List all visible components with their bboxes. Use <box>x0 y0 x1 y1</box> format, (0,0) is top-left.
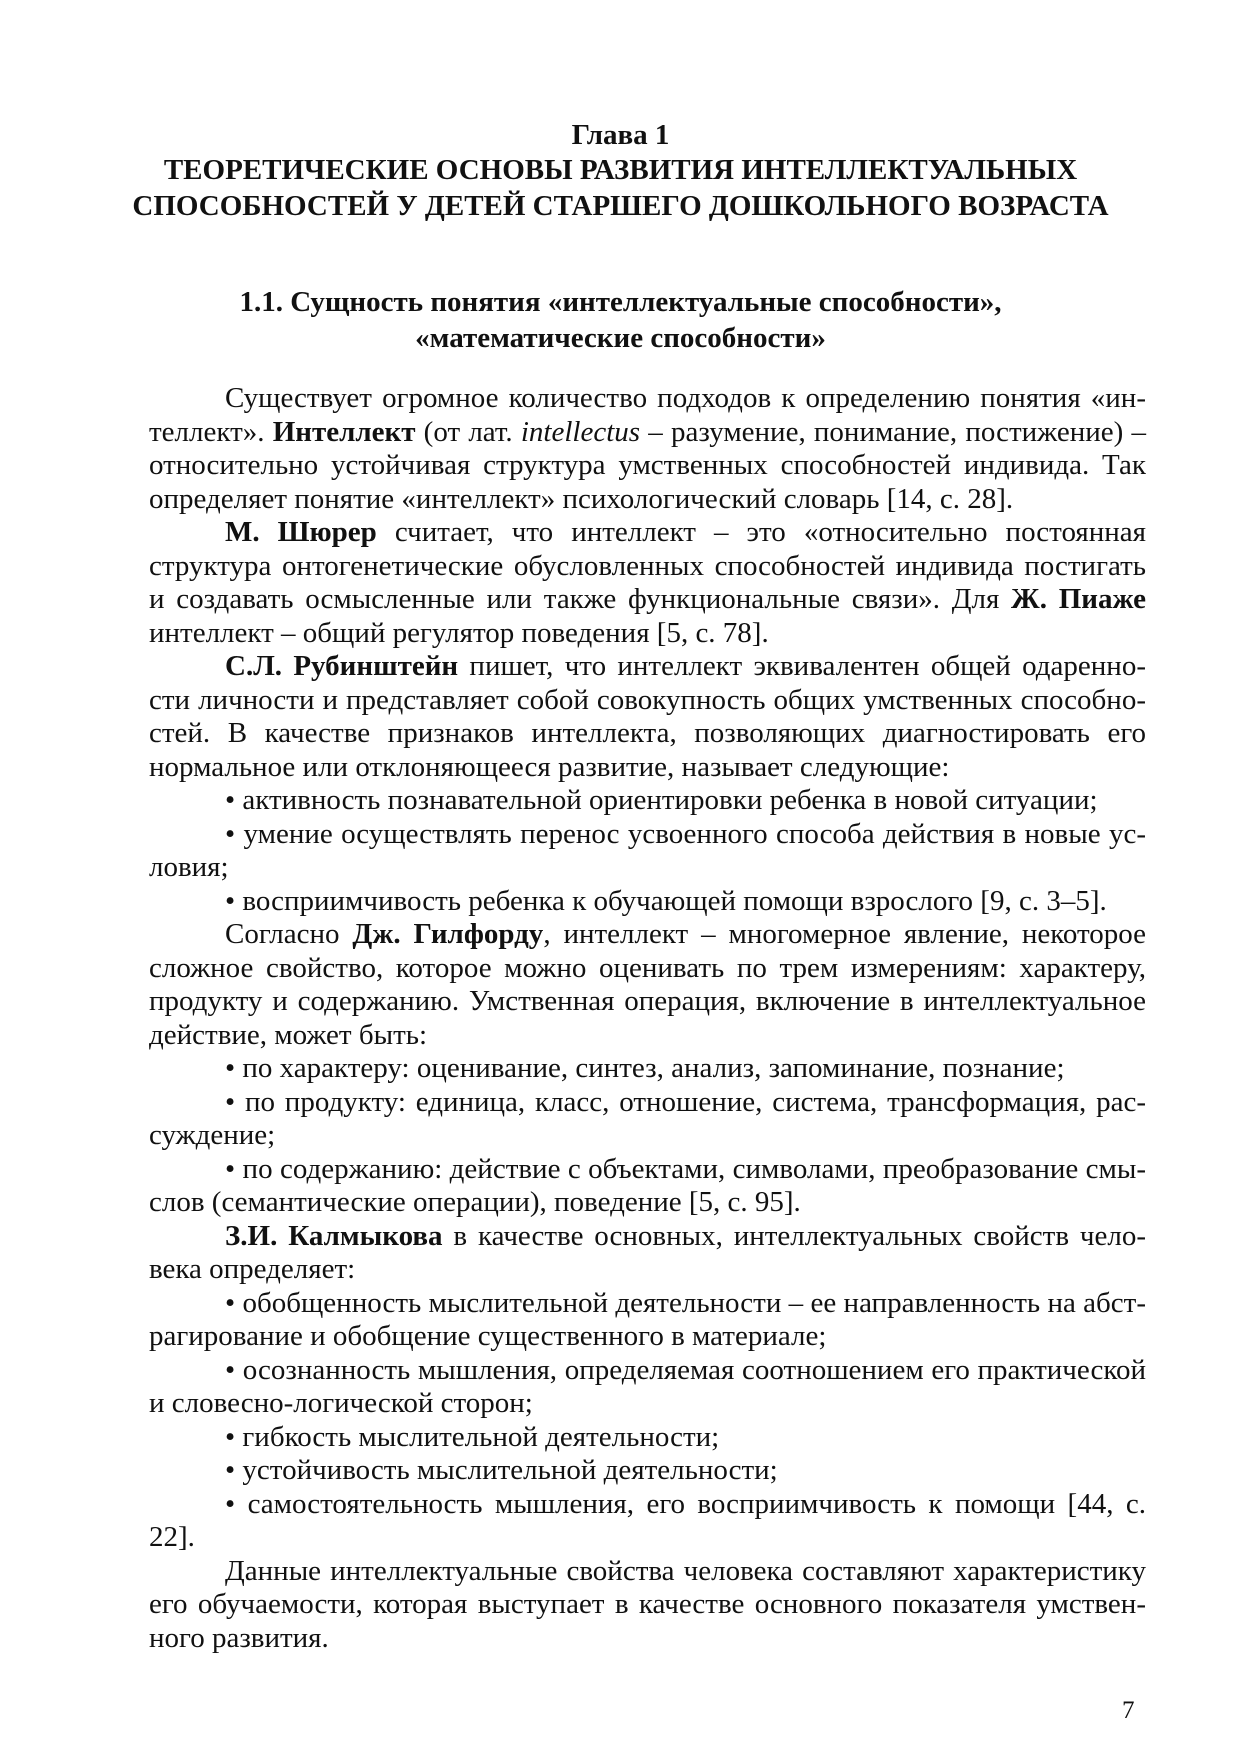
text: в качестве основных, интеллектуальных свойств человека определяет: <box>149 1219 1146 1285</box>
chapter-title-line-2: СПОСОБНОСТЕЙ У ДЕТЕЙ СТАРШЕГО ДОШКОЛЬНОГО ВОЗРАСТА <box>132 190 1109 222</box>
author-rubinstein: С.Л. Рубинштейн <box>225 650 459 682</box>
chapter-title <box>0 152 1241 224</box>
section-title-line-1: 1.1. Сущность понятия «интеллектуальные способности», <box>239 286 1002 318</box>
list-item: • по продукту: единица, класс, отношение, система, трансформация, рассуждение; <box>149 1085 1146 1151</box>
list-item: • восприимчивость ребенка к обучающей помощи взрослого [9, с. 3–5]. <box>225 884 1107 917</box>
chapter-label: Глава 1 <box>571 119 670 151</box>
list-item: • самостоятельность мышления, его восприимчивость к помощи [44, с. 22]. <box>149 1487 1146 1553</box>
text: Существует огромное количество подходов к определению понятия «интеллект». <box>149 382 1146 448</box>
list-item: • осознанность мышления, определяемая соотношением его практической и словесно-логической сторон; <box>149 1353 1146 1419</box>
list-item: • по характеру: оценивание, синтез, анализ, запоминание, познание; <box>225 1052 1065 1084</box>
text: – разумение, понимание, постижение) – относительно устойчивая структура умственных способностей индивида. Так определяет понятие «интеллект» психологический словарь [14, с. 28]. <box>149 415 1146 515</box>
paragraph-schurer <box>149 516 1146 650</box>
paragraph-rubinstein <box>149 650 1146 784</box>
paragraph-conclusion: Данные интеллектуальные свойства человека составляют характеристику его обучаемости, которая выступает в качестве основного показателя умственного развития. <box>149 1554 1146 1654</box>
text: интеллект – общий регулятор поведения [5, с. 78]. <box>149 616 769 649</box>
list-item: • обобщенность мыслительной деятельности – ее направленность на абстрагирование и обобщение существенного в материале; <box>149 1286 1146 1352</box>
text: Согласно <box>225 918 353 950</box>
page-number: 7 <box>1122 1697 1135 1724</box>
latin-term: intellectus <box>520 415 641 448</box>
list-item: • активность познавательной ориентировки ребенка в новой ситуации; <box>225 784 1098 816</box>
section-title-line-2: «математические способности» <box>415 322 826 354</box>
author-kalmykova: З.И. Калмыкова <box>225 1219 443 1252</box>
list-item: • гибкость мыслительной деятельности; <box>225 1420 720 1453</box>
body-text <box>149 382 1146 1655</box>
text: считает, что интеллект – это «относительно постоянная структура онтогенетические обусловленных способностей индивида постигать и создавать осмысленные или также функциональные связи». Для <box>149 516 1146 615</box>
text: (от лат. <box>415 415 521 448</box>
list-item: • по содержанию: действие с объектами, символами, преобразование смыслов (семантические операции), поведение [5, с. 95]. <box>149 1152 1146 1218</box>
paragraph-intellect-definition <box>149 382 1146 516</box>
term-intellect: Интеллект <box>272 415 416 448</box>
list-item: • устойчивость мыслительной деятельности; <box>225 1454 778 1486</box>
author-guilford: Дж. Гилфорду <box>352 918 544 950</box>
paragraph-guilford <box>149 918 1146 1052</box>
author-piaget: Ж. Пиаже <box>1011 583 1146 615</box>
section-title <box>0 284 1241 356</box>
paragraph-kalmykova <box>149 1220 1146 1287</box>
text: пишет, что интеллект эквивалентен общей одаренности личности и представляет собой совокупность общих умственных способностей. В качестве признаков интеллекта, позволяющих диагностировать его нормальное или отклоняющееся развитие, называет следующие: <box>149 650 1146 783</box>
text: , интеллект – многомерное явление, некоторое сложное свойство, которое можно оценивать по трем измерениям: характеру, продукту и содержанию. Умственная операция, включение в интеллектуальное действие, может быть: <box>149 918 1146 1051</box>
author-schurer: М. Шюрер <box>225 516 377 548</box>
list-item: • умение осуществлять перенос усвоенного способа действия в новые условия; <box>149 817 1146 883</box>
chapter-title-line-1: ТЕОРЕТИЧЕСКИЕ ОСНОВЫ РАЗВИТИЯ ИНТЕЛЛЕКТУАЛЬНЫХ <box>163 154 1078 186</box>
